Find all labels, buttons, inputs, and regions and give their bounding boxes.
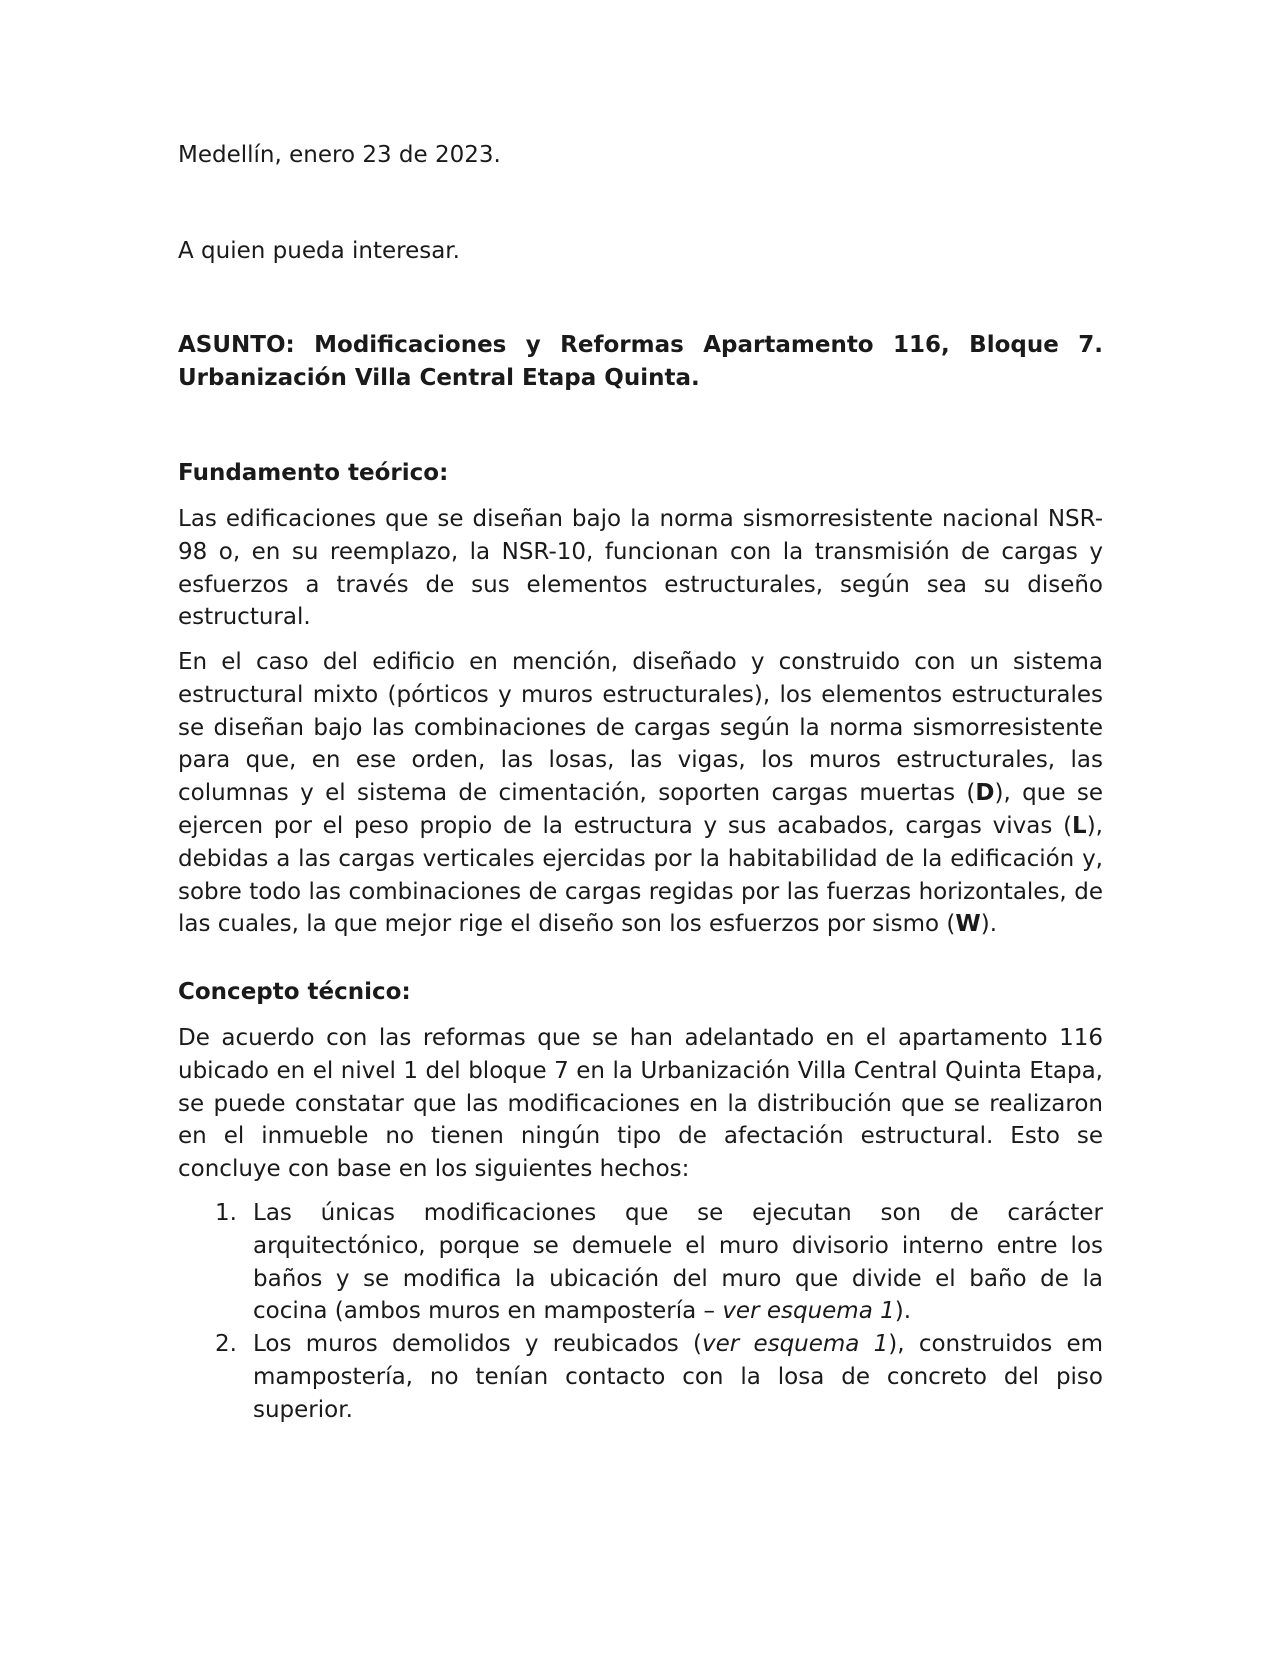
subject-line: ASUNTO: Modificaciones y Reformas Apartamento 116, Bloque 7. Urbanización Villa Central Etapa Quinta. <box>178 332 1103 391</box>
list-item-tail: ), construidos em mampostería, no tenían contacto con la losa de concreto del piso superior. <box>253 1331 1103 1423</box>
list-item <box>178 1328 1103 1426</box>
list-item <box>178 1197 1103 1328</box>
p2-text-2: ), que se ejercen por el peso propio de la estructura y sus acabados, cargas vivas ( <box>178 780 1104 839</box>
list-item-text: Las únicas modificaciones que se ejecutan son de carácter arquitectónico, porque se demuele el muro divisorio interno entre los baños y se modifica la ubicación del muro que divide el baño de la cocina (ambos muros en mampostería – <box>253 1200 1103 1325</box>
fundamento-heading: Fundamento teórico: <box>178 460 449 486</box>
p2-text-3: ), debidas a las cargas verticales ejercidas por la habitabilidad de la edificación y, sobre todo las combinaciones de cargas regidas por las fuerzas horizontales, de las cuales, la que mejor rige el diseño son los esfuerzos por sismo ( <box>178 812 1103 938</box>
p2-text-4: ). <box>980 911 998 938</box>
list-item-number: 2. <box>215 1331 237 1358</box>
list-item-number: 1. <box>215 1200 237 1226</box>
concepto-heading: Concepto técnico: <box>178 979 411 1005</box>
diagram-reference: ver esquema 1 <box>701 1331 889 1358</box>
letter-page <box>178 0 1103 1656</box>
seismic-load-symbol: W <box>955 911 981 938</box>
list-item-text: Los muros demolidos y reubicados ( <box>253 1331 702 1358</box>
date-line: Medellín, enero 23 de 2023. <box>178 142 501 168</box>
live-load-symbol: L <box>1072 812 1087 839</box>
salutation: A quien pueda interesar. <box>178 238 460 264</box>
concepto-paragraph-1: De acuerdo con las reformas que se han adelantado en el apartamento 116 ubicado en el nivel 1 del bloque 7 en la Urbanización Villa Central Quinta Etapa, se puede constatar que las modificaciones en la distribución que se realizaron en el inmueble no tienen ningún tipo de afectación estructural. Esto se concluye con base en los siguientes hechos: <box>178 1025 1103 1183</box>
p2-text-1: En el caso del edificio en mención, diseñado y construido con un sistema estructural mixto (pórticos y muros estructurales), los elementos estructurales se diseñan bajo las combinaciones de cargas según la norma sismorresistente para que, en ese orden, las losas, las vigas, los muros estructurales, las columnas y el sistema de cimentación, soporten cargas muertas ( <box>178 649 1103 807</box>
fundamento-paragraph-2 <box>178 646 1103 941</box>
dead-load-symbol: D <box>975 780 995 807</box>
findings-list <box>178 1197 1103 1427</box>
diagram-reference: ver esquema 1 <box>722 1298 895 1325</box>
list-item-tail: ). <box>894 1298 912 1325</box>
fundamento-paragraph-1: Las edificaciones que se diseñan bajo la norma sismorresistente nacional NSR-98 o, en su reemplazo, la NSR-10, funcionan con la transmisión de cargas y esfuerzos a través de sus elementos estructurales, según sea su diseño estructural. <box>178 506 1103 631</box>
